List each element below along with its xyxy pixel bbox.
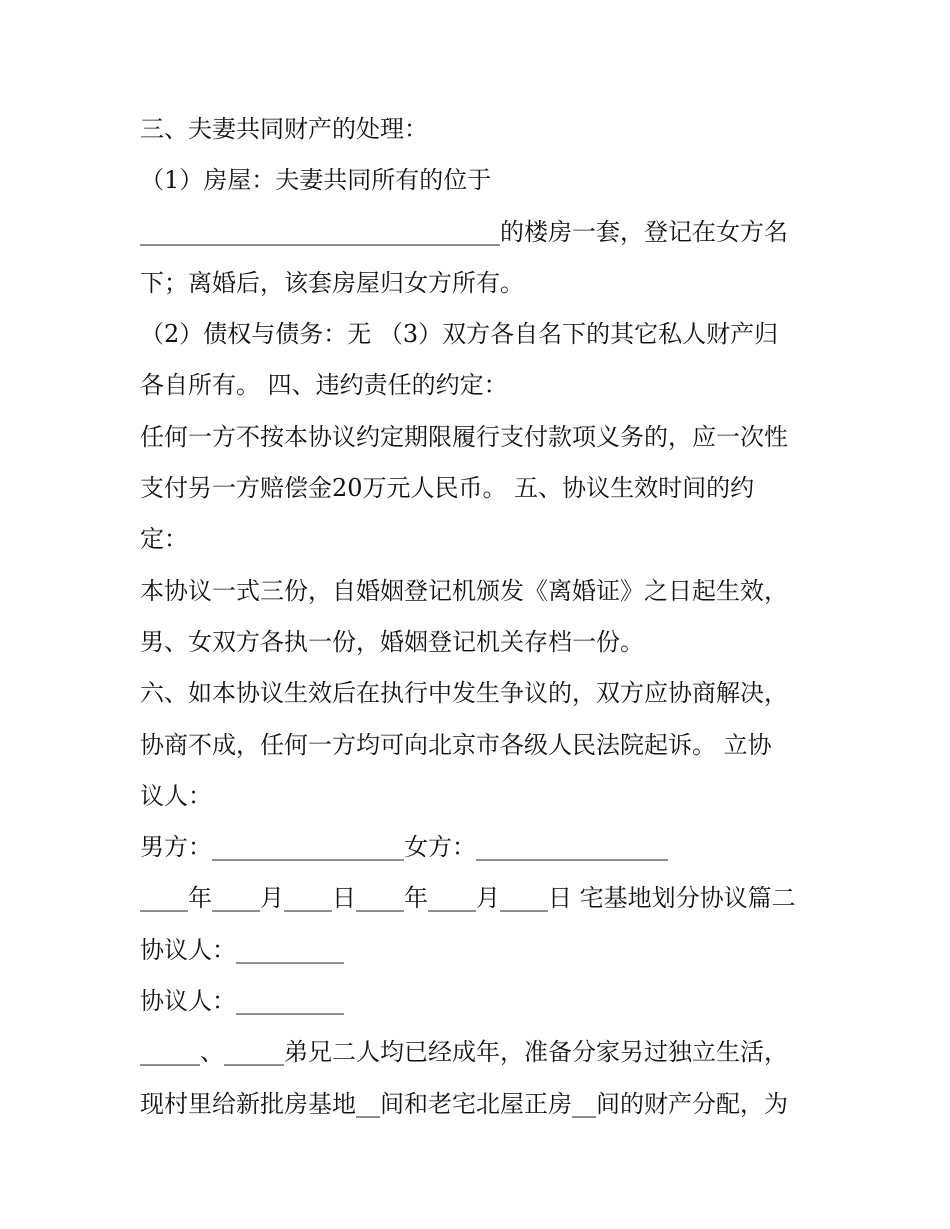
paragraph-line: 协商不成，任何一方均可向北京市各级人民法院起诉。 立协 [140,730,772,759]
paragraph-line: 定： [140,525,188,554]
paragraph-line: （1）房屋：夫妻共同所有的位于 [140,166,492,195]
paragraph-line: _____、_____弟兄二人均已经成年，准备分家另过独立生活， [140,1038,788,1067]
paragraph-line: 议人： [140,781,212,810]
paragraph-line: 现村里给新批房基地__间和老宅北屋正房__间的财产分配，为 [140,1089,788,1118]
party-line: 协议人：_________ [140,987,344,1016]
paragraph-line: 六、如本协议生效后在执行中发生争议的，双方应协商解决， [140,679,788,708]
signature-line: 男方：________________女方：________________ [140,833,668,862]
document-body [140,104,820,1130]
paragraph-line: 各自所有。 四、违约责任的约定： [140,371,508,400]
paragraph-line: 支付另一方赔偿金20万元人民币。 五、协议生效时间的约 [140,474,755,503]
paragraph-line: （2）债权与债务：无 （3）双方各自名下的其它私人财产归 [140,320,779,349]
paragraph-line: 男、女双方各执一份，婚姻登记机关存档一份。 [140,627,644,656]
section-heading-property: 三、夫妻共同财产的处理： [140,115,428,143]
paragraph-line: 下；离婚后，该套房屋归女方所有。 [140,268,524,297]
party-line: 协议人：_________ [140,935,344,964]
paragraph-line: 本协议一式三份，自婚姻登记机颁发《离婚证》之日起生效， [140,576,788,605]
paragraph-line: 任何一方不按本协议约定期限履行支付款项义务的，应一次性 [140,422,788,451]
date-line: ____年____月____日____年____月____日 宅基地划分协议篇二 [140,884,796,913]
paragraph-line: ______________________________的楼房一套，登记在女方名 [140,217,788,246]
